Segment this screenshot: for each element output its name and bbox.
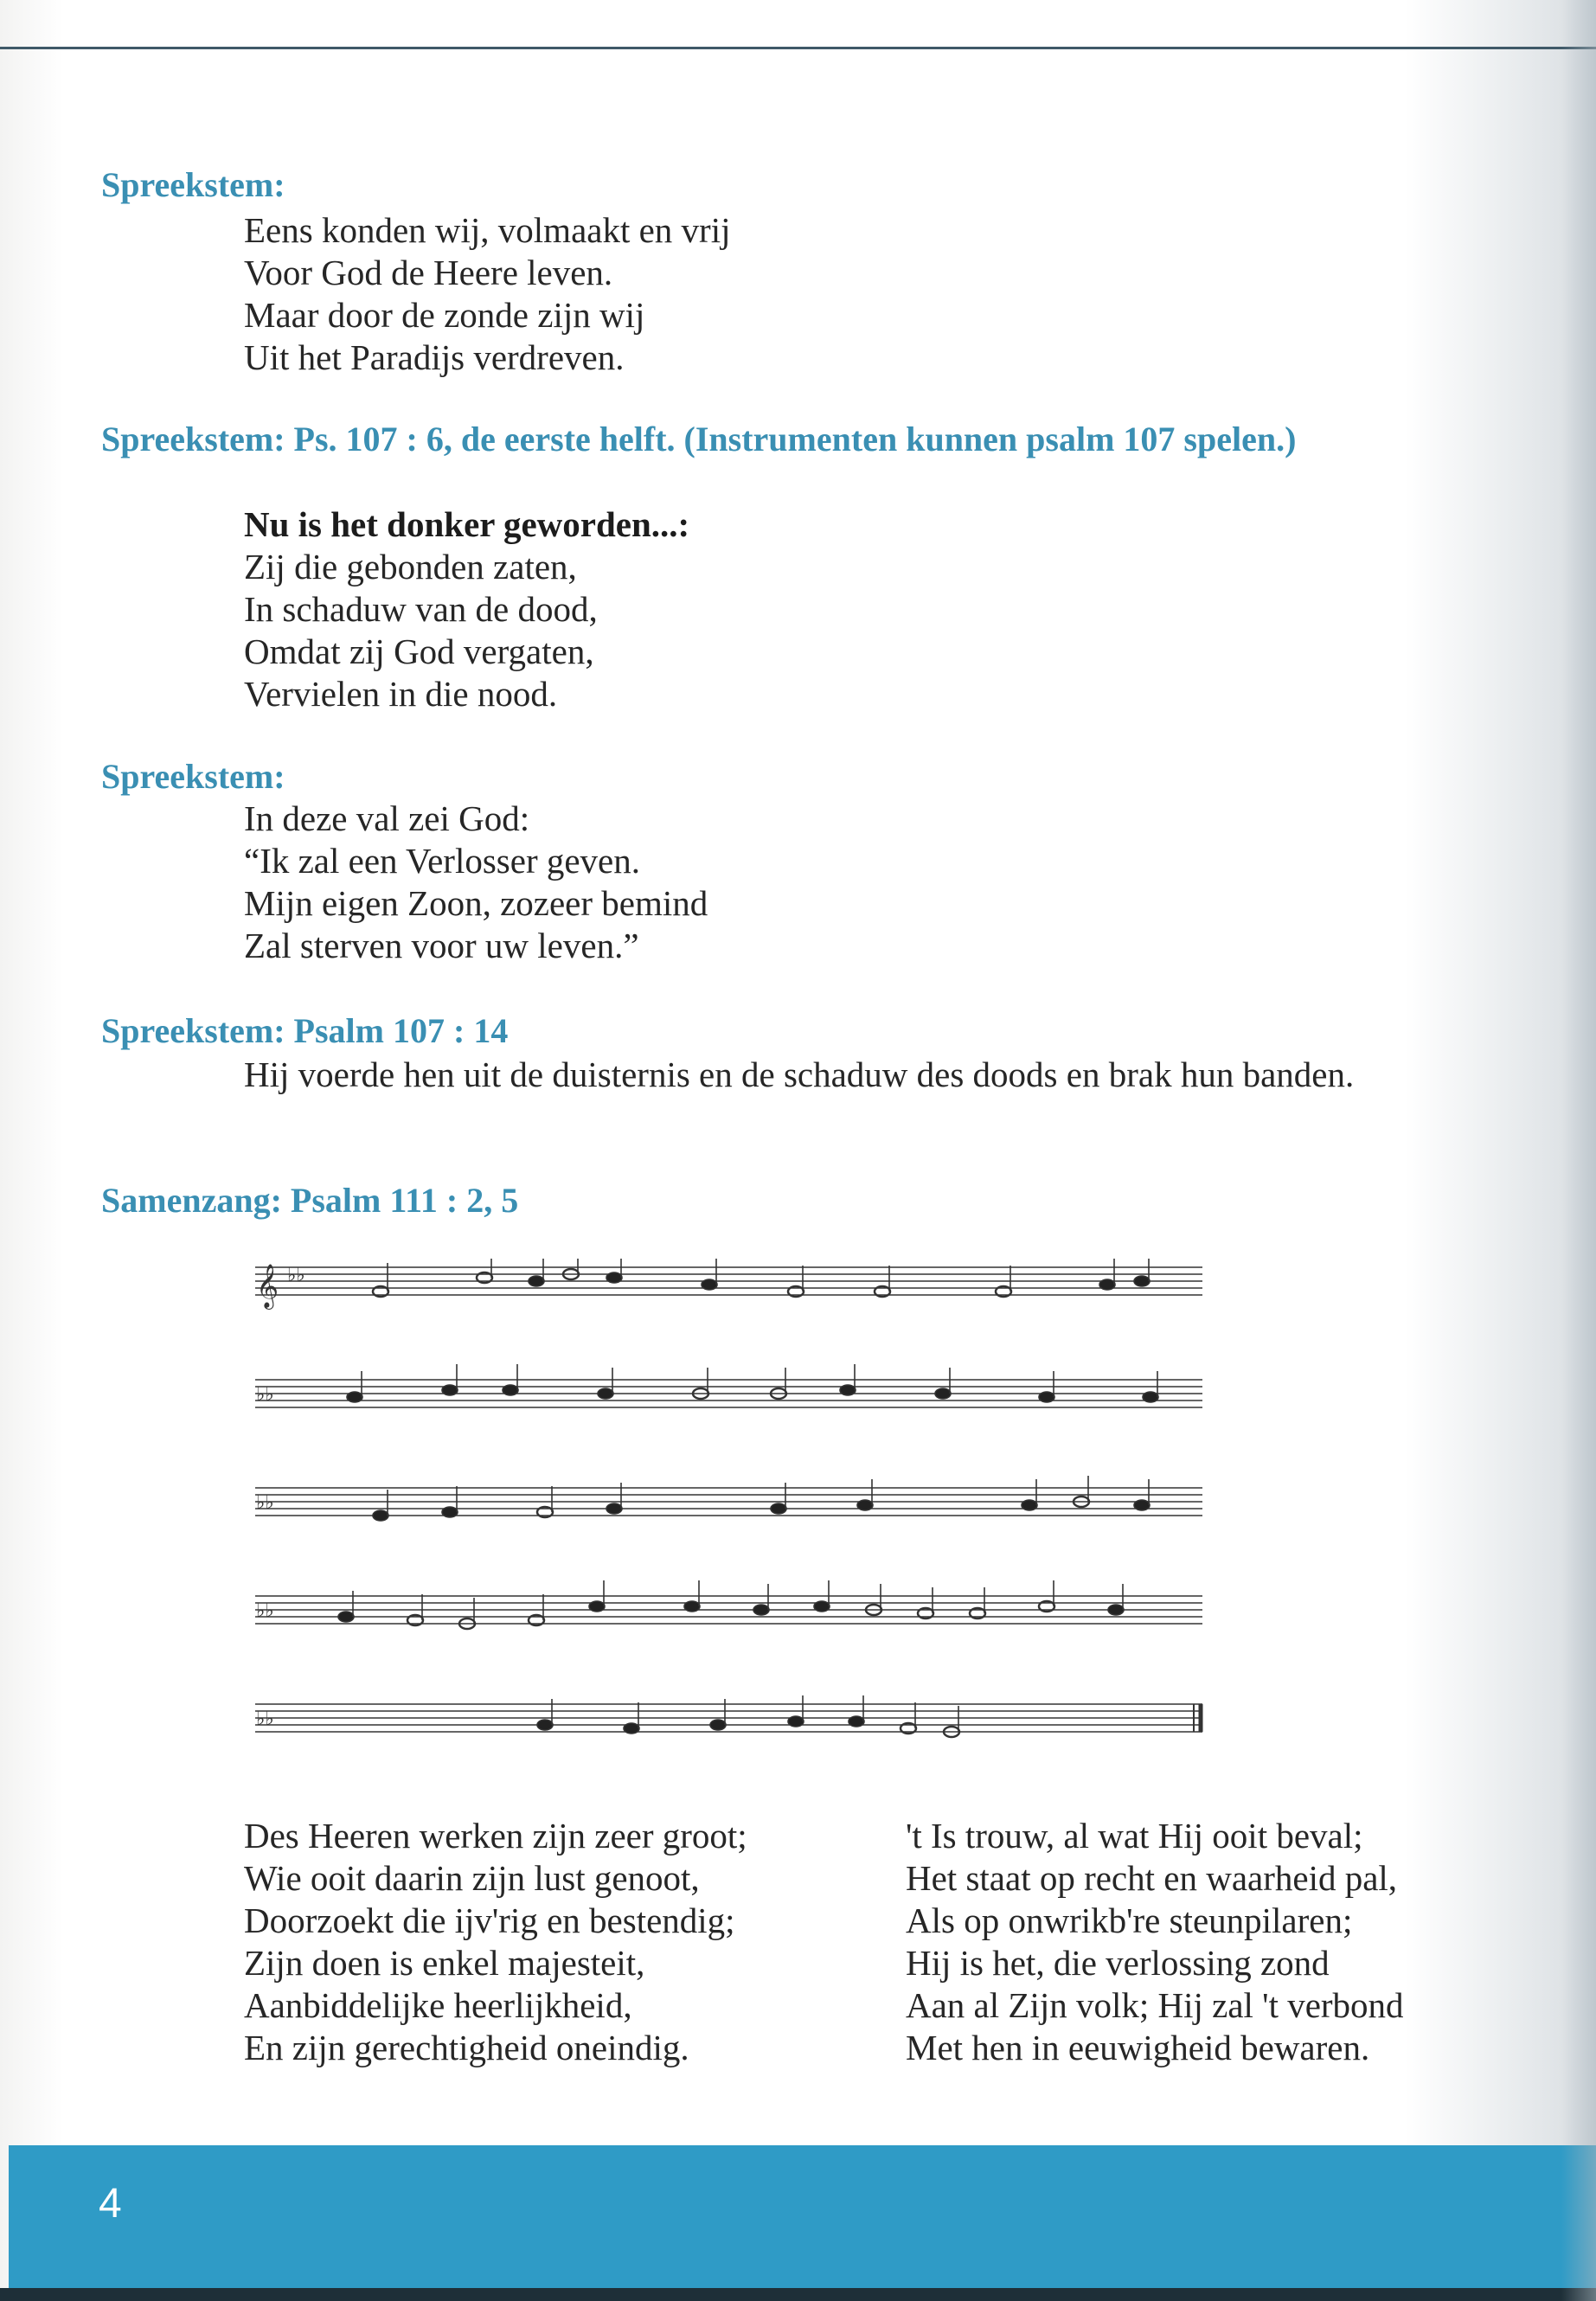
verse-redeemer [244, 798, 708, 967]
lyrics-right-column [906, 1815, 1404, 2069]
lyrics-left-column [244, 1815, 747, 2069]
staff-1 [255, 1259, 1202, 1310]
lyric-line: En zijn gerechtigheid oneindig. [244, 2028, 689, 2067]
verse-line: Mijn eigen Zoon, zozeer bemind [244, 883, 708, 923]
verse-line: Zij die gebonden zaten, [244, 547, 577, 586]
svg-text:𝄞: 𝄞 [256, 1264, 279, 1308]
verse-line: Vervielen in die nood. [244, 674, 558, 714]
bottom-edge [0, 2288, 1596, 2301]
psalm-107-text: Hij voerde hen uit de duisternis en de schaduw des doods en brak hun banden. [244, 1054, 1355, 1094]
svg-text:♭♭: ♭♭ [256, 1708, 274, 1730]
lyric-line: Doorzoekt die ijv'rig en bestendig; [244, 1900, 735, 1940]
verse-line: In schaduw van de dood, [244, 589, 598, 629]
lyric-line: Met hen in eeuwigheid bewaren. [906, 2028, 1370, 2067]
top-rule [0, 47, 1596, 49]
verse-line: Maar door de zonde zijn wij [244, 295, 645, 335]
svg-text:♭♭: ♭♭ [256, 1492, 274, 1514]
heading-spreekstem-ps107-14: Spreekstem: Psalm 107 : 14 [101, 1011, 509, 1050]
verse-line: Zal sterven voor uw leven.” [244, 926, 639, 965]
lyric-line: Hij is het, die verlossing zond [906, 1943, 1330, 1983]
verse-title: Nu is het donker geworden...: [244, 504, 690, 544]
verse-line: Omdat zij God vergaten, [244, 631, 594, 671]
binding-shadow [1561, 0, 1596, 2301]
verse-line: Eens konden wij, volmaakt en vrij [244, 210, 731, 250]
lyric-line: Wie ooit daarin zijn lust genoot, [244, 1858, 700, 1898]
footer-band [9, 2145, 1596, 2288]
lyric-line: Aan al Zijn volk; Hij zal 't verbond [906, 1985, 1404, 2025]
verse-line: Voor God de Heere leven. [244, 253, 613, 292]
heading-spreekstem-ps107: Spreekstem: Ps. 107 : 6, de eerste helft. (Instrumenten kunnen psalm 107 spelen.) [101, 420, 1297, 458]
lyric-line: Zijn doen is enkel majesteit, [244, 1943, 645, 1983]
lyric-line: Des Heeren werken zijn zeer groot; [244, 1816, 747, 1856]
heading-spreekstem-2: Spreekstem: [101, 757, 285, 796]
verse-line: In deze val zei God: [244, 798, 530, 838]
lyric-line: Het staat op recht en waarheid pal, [906, 1858, 1398, 1898]
staff-2 [255, 1364, 1202, 1407]
verse-darkness [244, 503, 689, 715]
svg-text:♭♭: ♭♭ [287, 1265, 305, 1286]
staff-5 [255, 1695, 1202, 1737]
verse-paradise [244, 209, 731, 379]
lyric-line: 't Is trouw, al wat Hij ooit beval; [906, 1816, 1363, 1856]
staff-3 [255, 1476, 1202, 1521]
heading-samenzang: Samenzang: Psalm 111 : 2, 5 [101, 1181, 519, 1220]
verse-line: “Ik zal een Verlosser geven. [244, 841, 641, 881]
verse-line: Uit het Paradijs verdreven. [244, 337, 625, 377]
lyric-line: Als op onwrikb're steunpilaren; [906, 1900, 1353, 1940]
music-score [251, 1259, 1211, 1760]
lyric-line: Aanbiddelijke heerlijkheid, [244, 1985, 632, 2025]
svg-text:♭♭: ♭♭ [256, 1384, 274, 1406]
staff-4 [255, 1580, 1202, 1629]
heading-spreekstem-1: Spreekstem: [101, 165, 285, 204]
svg-text:♭♭: ♭♭ [256, 1600, 274, 1622]
page-number: 4 [99, 2181, 122, 2227]
